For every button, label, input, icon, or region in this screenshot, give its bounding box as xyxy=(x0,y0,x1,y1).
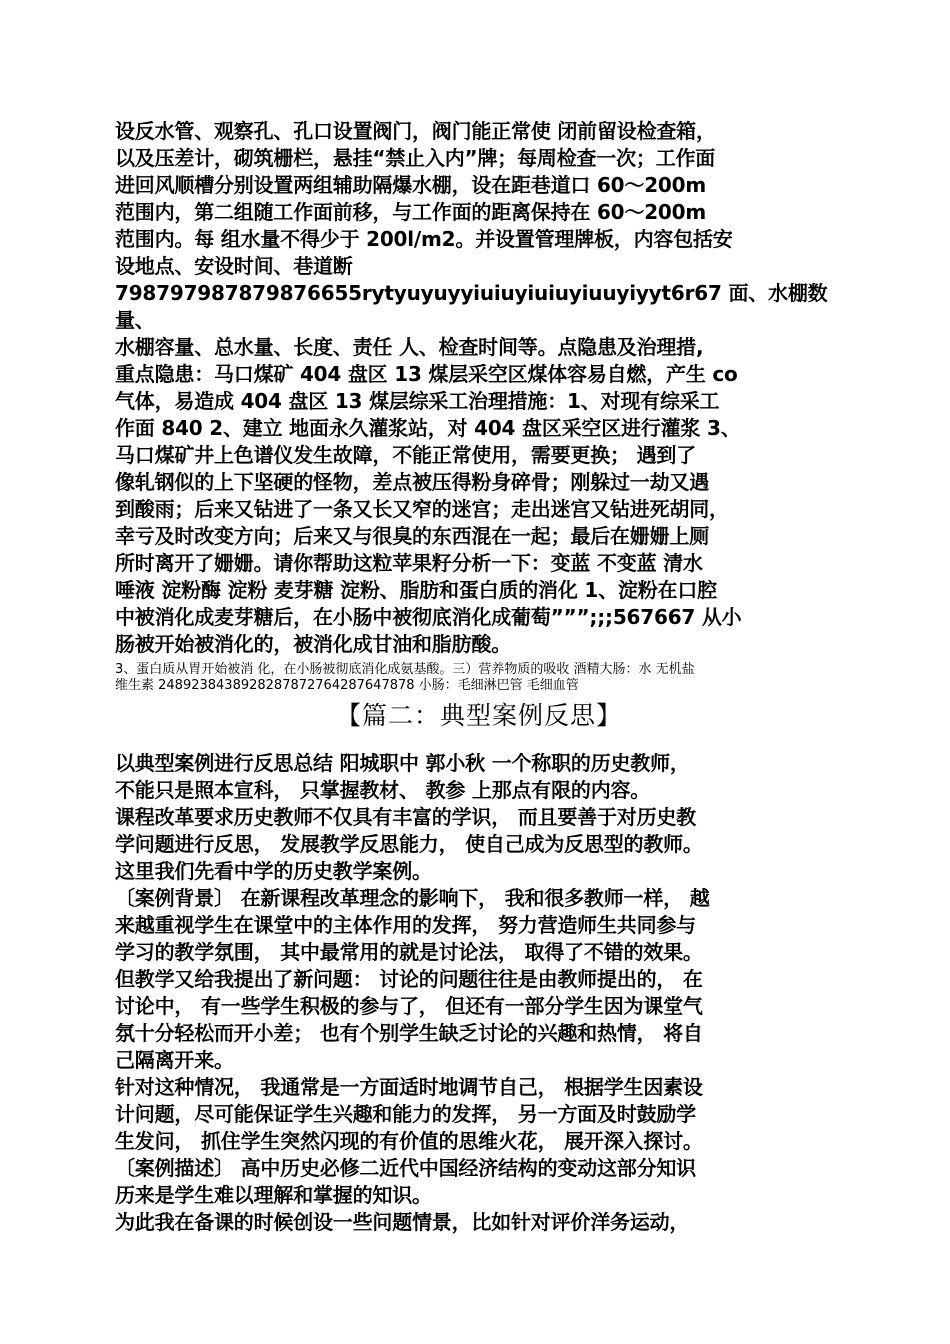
text-line: 讨论中， 有一些学生积极的参与了， 但还有一部分学生因为课堂气 xyxy=(115,994,703,1018)
text-line: 氛十分轻松而开小差； 也有个别学生缺乏讨论的兴趣和热情， 将自 xyxy=(115,1021,703,1045)
text-line: 马口煤矿井上色谱仪发生故障，不能正常使用，需要更换； 遇到了 xyxy=(115,443,696,467)
text-line: 设地点、安设时间、巷道断 xyxy=(115,254,353,278)
text-line: 学问题进行反思， 发展教学反思能力， 使自己成为反思型的教师。 xyxy=(115,832,703,856)
text-line: 计问题，尽可能保证学生兴趣和能力的发挥， 另一方面及时鼓励学 xyxy=(115,1102,696,1126)
text-line: 肠被开始被消化的，被消化成甘油和脂肪酸。 xyxy=(115,632,511,656)
text-line: 设反水管、观察孔、孔口设置阀门，阀门能正常使 闭前留设检查箱， xyxy=(115,119,716,143)
text-line: 到酸雨；后来又钻进了一条又长又窄的迷宫；走出迷宫又钻进死胡同， xyxy=(115,497,729,521)
text-line: 学习的教学氛围， 其中最常用的就是讨论法， 取得了不错的效果。 xyxy=(115,940,703,964)
text-line: 历来是学生难以理解和掌握的知识。 xyxy=(115,1183,432,1207)
document-page xyxy=(115,118,843,1236)
paragraph-coal-mine-safety xyxy=(115,118,843,658)
text-line: 〔案例背景〕 在新课程改革理念的影响下， 我和很多教师一样， 越 xyxy=(115,886,710,910)
text-line: 幸亏及时改变方向；后来又与很臭的东西混在一起；最后在姗姗上厕 xyxy=(115,524,709,548)
text-line: 〔案例描述〕 高中历史必修二近代中国经济结构的变动这部分知识 xyxy=(115,1156,696,1180)
text-line: 这里我们先看中学的历史教学案例。 xyxy=(115,859,432,883)
text-line: 针对这种情况， 我通常是一方面适时地调节自己， 根据学生因素设 xyxy=(115,1075,703,1099)
text-line: 为此我在备课的时候创设一些问题情景，比如针对评价洋务运动， xyxy=(115,1210,690,1234)
text-line: 以典型案例进行反思总结 阳城职中 郭小秋 一个称职的历史教师， xyxy=(115,751,690,775)
text-line: 79879798787987665​5rytyuyuyyiuiuyiuiuyiuuyiyyt6r67 面、水棚数量、 xyxy=(115,281,828,332)
text-line: 3、蛋白质从胃开始被消 化，在小肠被彻底消化成氨基酸。三）营养物质的吸收 酒精大肠：水 无机盐 xyxy=(115,662,695,677)
text-line: 唾液 淀粉酶 淀粉 麦芽糖 淀粉、脂肪和蛋白质的消化 1、淀粉在口腔 xyxy=(115,578,717,602)
text-line: 气体，易造成 404 盘区 13 煤层综采工治理措施：1、对现有综采工 xyxy=(115,389,720,413)
text-line: 以及压差计，砌筑栅栏，悬挂“禁止入内”牌；每周检查一次；工作面 xyxy=(115,146,716,170)
text-line: 所时离开了姗姗。请你帮助这粒苹果籽分析一下：变蓝 不变蓝 清水 xyxy=(115,551,703,575)
text-line: 己隔离开来。 xyxy=(115,1048,234,1072)
text-line: 范围内，第二组随工作面前移，与工作面的距离保持在 60～200m xyxy=(115,200,706,224)
text-line: 维生素 248923843892828787276428764787​8 小肠：毛细淋巴管 毛细血管 xyxy=(115,678,579,693)
text-line: 但教学又给我提出了新问题： 讨论的问题往往是由教师提出的， 在 xyxy=(115,967,703,991)
text-line: 像轧钢似的上下坚硬的怪物，差点被压得粉身碎骨；刚躲过一劫又遇 xyxy=(115,470,709,494)
text-line: 不能只是照本宣科， 只掌握教材、 教参 上那点有限的内容。 xyxy=(115,778,651,802)
section-heading: 【篇二：典型案例反思】 xyxy=(335,701,622,730)
text-line: 中被消化成麦芽糖后，在小肠中被彻底消化成葡萄”””;;;567667 从小 xyxy=(115,605,742,629)
text-line: 水棚容量、总水量、长度、责任 人、检查时间等。点隐患及治理措, xyxy=(115,335,704,359)
text-line: 作面 840 2、建立 地面永久灌浆站，对 404 盘区采空区进行灌浆 3、 xyxy=(115,416,741,440)
text-line: 来越重视学生在课堂中的主体作用的发挥， 努力营造师生共同参与 xyxy=(115,913,696,937)
text-line: 范围内。每 组水量不得少于 200l/m2。并设置管理牌板，内容包括安 xyxy=(115,227,733,251)
paragraph-case-reflection xyxy=(115,750,843,1236)
small-note-paragraph xyxy=(115,662,843,694)
text-line: 重点隐患：马口煤矿 404 盘区 13 煤层采空区煤体容易自燃，产生 co xyxy=(115,362,738,386)
text-line: 课程改革要求历史教师不仅具有丰富的学识， 而且要善于对历史教 xyxy=(115,805,696,829)
text-line: 生发问， 抓住学生突然闪现的有价值的思维火花， 展开深入探讨。 xyxy=(115,1129,703,1153)
text-line: 进回风顺槽分别设置两组辅助隔爆水棚，设在距巷道口 60～200m xyxy=(115,173,706,197)
